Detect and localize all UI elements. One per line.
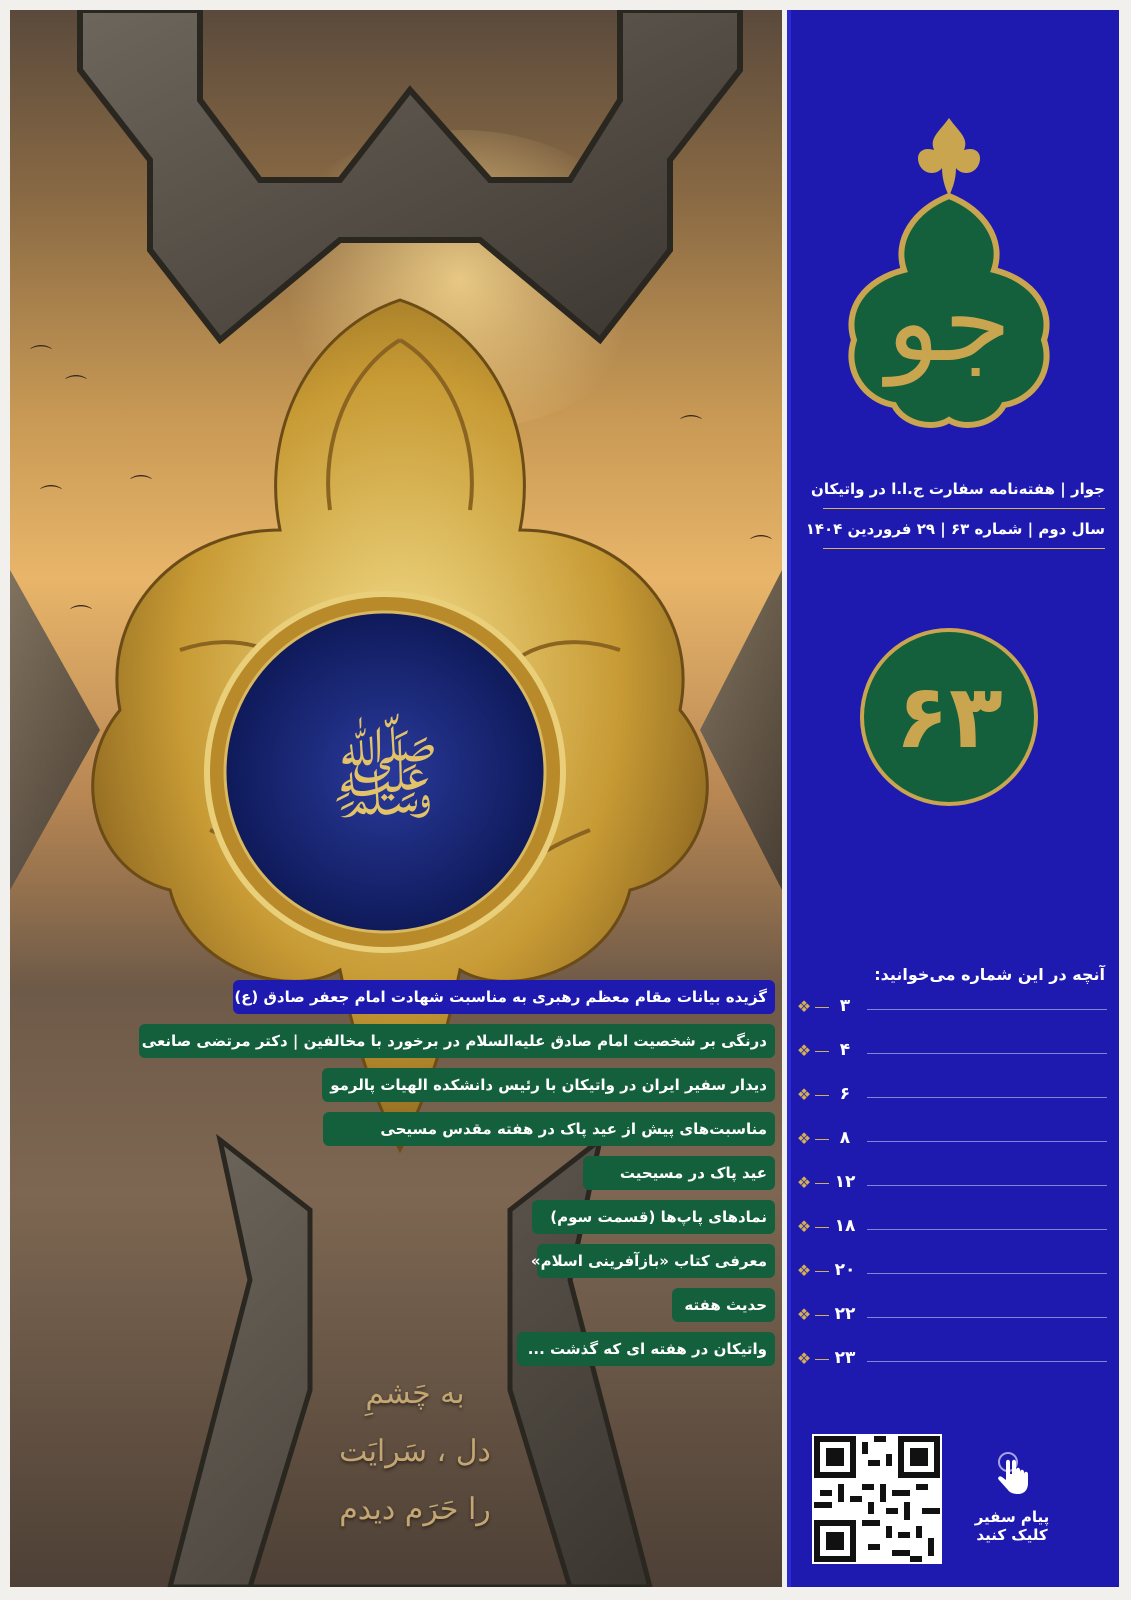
diamond-icon: ❖ [796,1041,812,1060]
qr-code-icon [814,1436,940,1562]
diamond-icon: ❖ [796,1305,812,1324]
toc-item-title[interactable]: مناسبت‌های پیش از عید پاک در هفته مقدس مسیحی [323,1112,775,1146]
masthead-line1: جوار | هفته‌نامه سفارت ج.ا.ا در واتیکان [811,480,1105,498]
pointer-hand-icon [988,1450,1036,1498]
toc-line [867,1009,1107,1010]
toc-row[interactable] [787,998,1119,1018]
toc-heading: آنچه در این شماره می‌خوانید: [874,965,1105,984]
toc-page-number: ۶ [839,1084,851,1104]
diamond-icon: ❖ [796,1349,812,1368]
masthead-divider [823,508,1105,509]
toc-page-number: ۴ [839,1040,851,1060]
toc-page-number: ۳ [839,996,851,1016]
toc-row[interactable] [787,1130,1119,1150]
toc-line [867,1141,1107,1142]
toc-row[interactable] [787,1262,1119,1282]
toc-line [867,1053,1107,1054]
bird-icon: ⌒ [130,475,153,500]
diamond-icon: ❖ [796,1173,812,1192]
issue-number: ۶۳ [895,665,1003,768]
toc-page-number: ۱۸ [834,1216,856,1236]
diamond-icon: ❖ [796,1261,812,1280]
jawar-logo [834,110,1064,440]
toc-page-number: ۱۲ [834,1172,856,1192]
toc-line [867,1317,1107,1318]
bird-icon: ⌒ [70,605,93,630]
toc-line [867,1273,1107,1274]
toc-line [867,1229,1107,1230]
toc-page-number: ۲۳ [834,1348,856,1368]
toc-row[interactable] [787,1086,1119,1106]
toc-row[interactable] [787,1174,1119,1194]
tagline-line: دل ، سَرایَت [339,1434,491,1469]
svg-text:جو: جو [886,258,1012,386]
toc-page-number: ۲۲ [834,1304,856,1324]
toc-item-title[interactable]: درنگی بر شخصیت امام صادق علیه‌السلام در برخورد با مخالفین | دکتر مرتضی صانعی [139,1024,775,1058]
toc-page-number: ۲۰ [834,1260,856,1280]
bird-icon: ⌒ [30,345,53,370]
toc-row[interactable] [787,1042,1119,1062]
diamond-icon: ❖ [796,1129,812,1148]
toc-page-number: ۸ [839,1128,851,1148]
toc-line [867,1185,1107,1186]
svg-text:ﷺ: ﷺ [329,725,441,832]
toc-line [867,1361,1107,1362]
diamond-icon: ❖ [796,997,812,1016]
toc-row[interactable] [787,1350,1119,1370]
toc-item-title[interactable]: نمادهای پاپ‌ها (قسمت سوم) [532,1200,775,1234]
cta-line: پیام سفیر [974,1508,1050,1526]
tagline-line: به چَشمِ [365,1376,465,1411]
masthead-divider [823,548,1105,549]
cta-line: کلیک کنید [976,1526,1048,1544]
toc-item-title[interactable]: حدیث هفته [672,1288,775,1322]
toc-item-title[interactable]: گزیده بیانات مقام معظم رهبری به مناسبت شهادت امام جعفر صادق (ع) [233,980,775,1014]
issue-number-badge [860,628,1038,806]
bird-icon: ⌒ [680,415,703,440]
toc-row[interactable] [787,1218,1119,1238]
toc-item-title[interactable]: دیدار سفیر ایران در واتیکان با رئیس دانشکده الهیات پالرمو [322,1068,775,1102]
cover-tagline [300,1365,530,1539]
bird-icon: ⌒ [750,535,773,560]
qr-code[interactable] [812,1434,942,1564]
diamond-icon: ❖ [796,1217,812,1236]
toc-line [867,1097,1107,1098]
ambassador-message-button[interactable] [957,1450,1067,1544]
diamond-icon: ❖ [796,1085,812,1104]
toc-item-title[interactable]: معرفی کتاب «بازآفرینی اسلام» [537,1244,775,1278]
bird-icon: ⌒ [40,485,63,510]
masthead-line2: سال دوم | شماره ۶۳ | ۲۹ فروردین ۱۴۰۴ [805,520,1105,538]
sidebar [787,10,1119,1587]
bird-icon: ⌒ [65,375,88,400]
toc-row[interactable] [787,1306,1119,1326]
tagline-line: را حَرَم دیدم [339,1492,491,1527]
toc-item-title[interactable]: واتیکان در هفته ای که گذشت ... [517,1332,775,1366]
toc-item-title[interactable]: عید پاک در مسیحیت [583,1156,775,1190]
